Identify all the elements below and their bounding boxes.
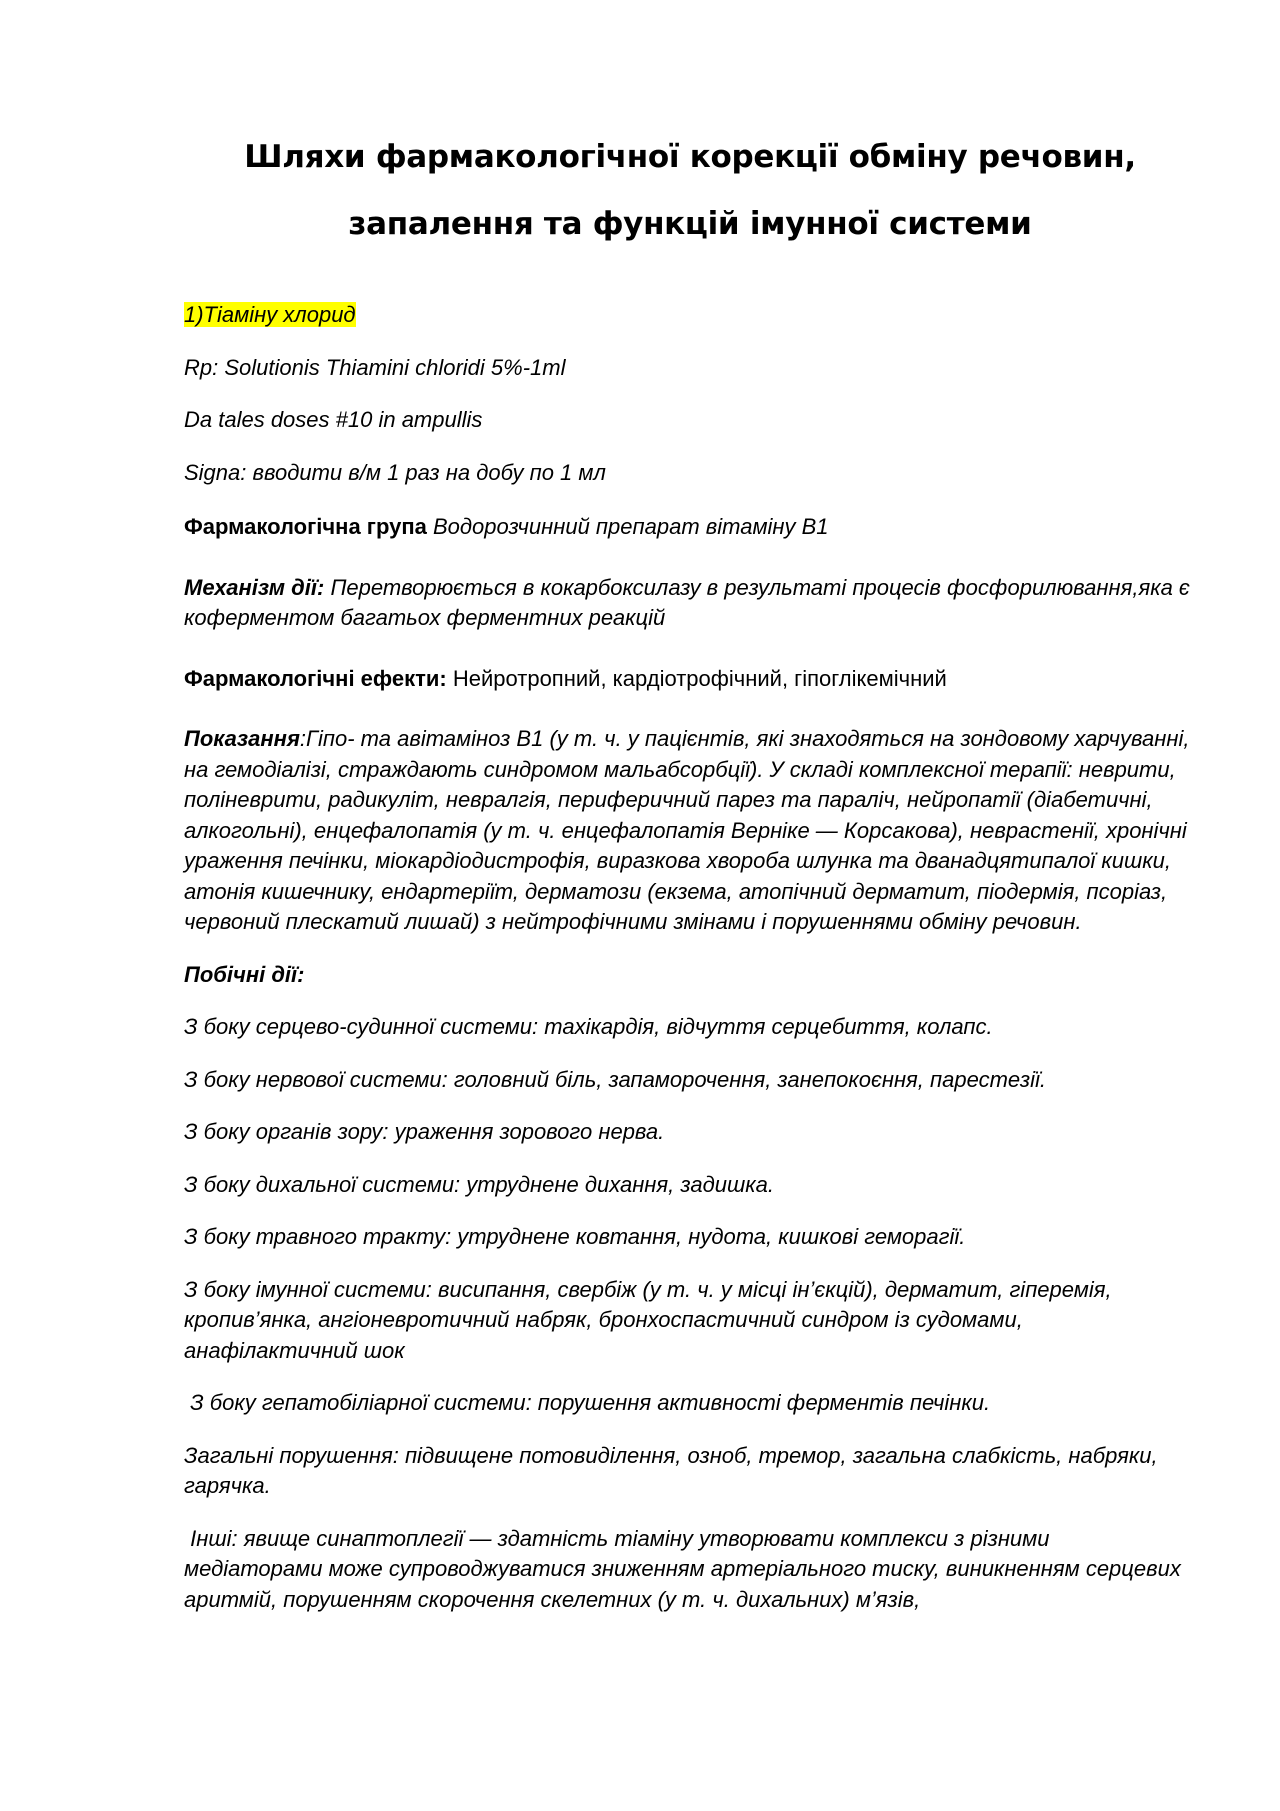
- side-effect-item: З боку гепатобіліарної системи: порушення активності ферментів печінки.: [184, 1390, 991, 1415]
- mechanism-text: Перетворюється в кокарбоксилазу в результаті процесів фосфорилювання,яка є коферментом багатьох ферментних реакцій: [184, 574, 1190, 630]
- title-line-2: запалення та функцій імунної системи: [348, 206, 1032, 242]
- side-effect-item: Інші: явище синаптоплегії — здатність тіаміну утворювати комплекси з різними медіаторами може супроводжуватися зниженням артеріального тиску, виникненням серцевих аритмій, порушенням скорочення скелетних (у т. ч. дихальних) м’язів,: [184, 1525, 1187, 1612]
- drug-heading-paragraph: [184, 300, 1194, 331]
- title-line-1: Шляхи фармакологічної корекції обміну речовин,: [244, 139, 1136, 175]
- side-effect-item: З боку дихальної системи: утруднене дихання, задишка.: [184, 1171, 774, 1197]
- indications-label: Показання: [184, 726, 300, 751]
- side-effect-item: З боку імунної системи: висипання, свербіж (у т. ч. у місці ін’єкцій), дерматит, гіперемія, кропив’янка, ангіоневротичний набряк, бронхоспастичний синдром із судомами, анафілактичний шок: [184, 1276, 1118, 1363]
- document-body: [184, 300, 1194, 1637]
- side-effect-item: З боку нервової системи: головний біль, запаморочення, занепокоєння, парестезії.: [184, 1066, 1047, 1092]
- side-effects-label: Побічні дії:: [184, 961, 305, 987]
- prescription-rp: Rp: Solutionis Thiamini chloridi 5%-1ml: [184, 354, 566, 380]
- drug-heading: 1)Тіаміну хлорид: [184, 302, 356, 327]
- group-text: Водорозчинний препарат вітаміну В1: [426, 514, 829, 539]
- prescription-signa: Signa: вводити в/м 1 раз на добу по 1 мл: [184, 459, 606, 485]
- side-effect-item: З боку органів зору: ураження зорового нерва.: [184, 1119, 665, 1144]
- pharmacological-group: [184, 512, 1194, 543]
- effects-text: Нейротропний, кардіотрофічний, гіпоглікемічний: [446, 665, 947, 691]
- indications: [184, 724, 1194, 938]
- side-effect-item: З боку травного тракту: утруднене ковтання, нудота, кишкові геморагії.: [184, 1224, 966, 1249]
- group-label: Фармакологічна група: [184, 514, 427, 539]
- side-effects-heading: [184, 960, 1194, 991]
- effects-label: Фармакологічні ефекти:: [184, 665, 447, 691]
- side-effect-item: Загальні порушення: підвищене потовиділення, озноб, тремор, загальна слабкість, набряки, гарячка.: [184, 1442, 1158, 1498]
- side-effect-item: З боку серцево-судинної системи: тахікардія, відчуття серцебиття, колапс.: [184, 1014, 993, 1039]
- mechanism-label: Механізм дії:: [184, 574, 325, 600]
- indications-text: :Гіпо- та авітаміноз В1 (у т. ч. у пацієнтів, які знаходяться на зондовому харчуванні, на гемодіалізі, страждають синдромом мальабсорбції). У складі комплексної терапії: неврити, поліневрити, радикуліт, невралгія, периферичний парез та параліч, нейропатії (діабетичні, алкогольні), енцефалопатія (у т. ч. енцефалопатія Верніке — Корсакова), неврастенії, хронічні ураження печінки, міокардіодистрофія, виразкова хвороба шлунка та дванадцятипалої кишки, атонія кишечнику, ендартеріїт, дерматози (екзема, атопічний дерматит, піодермія, псоріаз, червоний плескатий лишай) з нейтрофічними змінами і порушеннями обміну речовин.: [184, 726, 1190, 934]
- document-title: [150, 124, 1230, 258]
- pharmacological-effects: [184, 664, 1194, 695]
- prescription-da: Da tales doses #10 in ampullis: [184, 407, 483, 432]
- mechanism-of-action: [184, 573, 1194, 634]
